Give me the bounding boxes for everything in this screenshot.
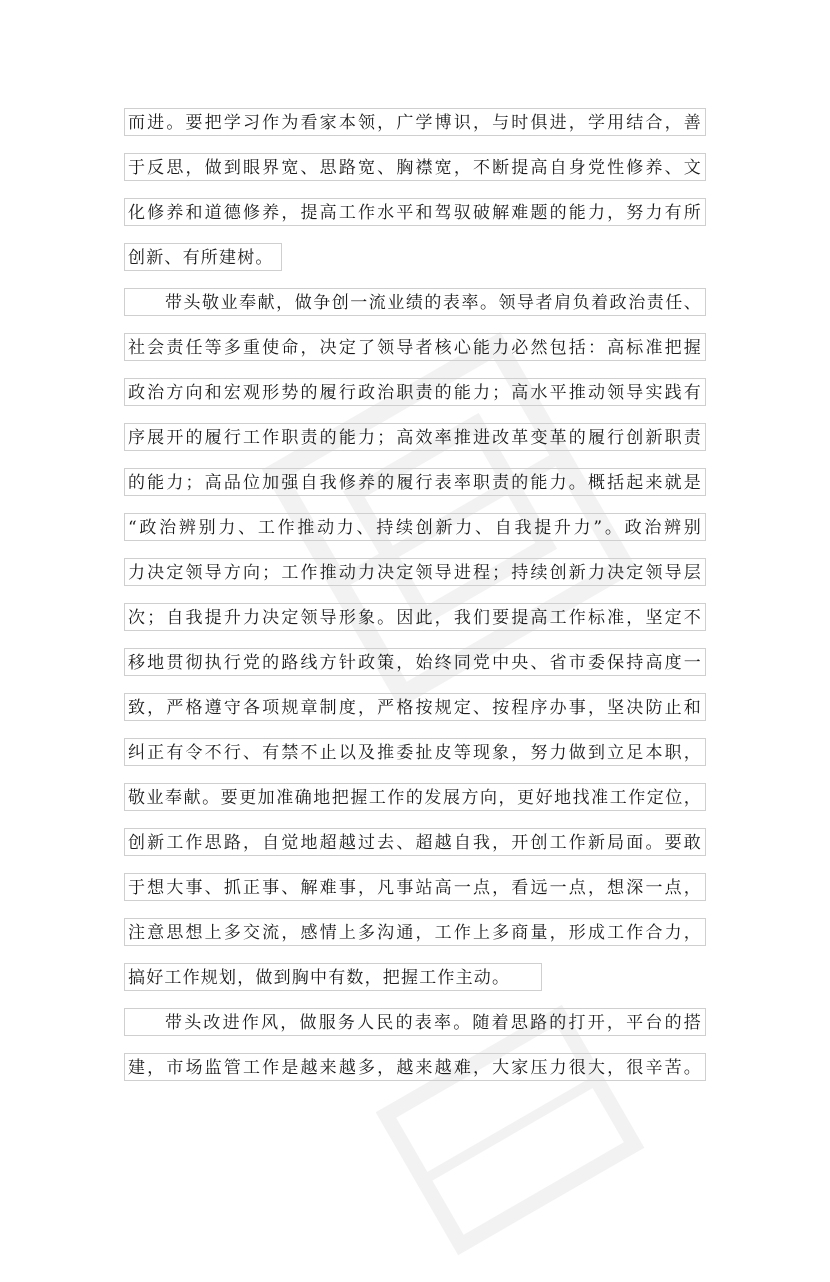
text-line: 力决定领导方向；工作推动力决定领导进程；持续创新力决定领导层 (124, 558, 706, 586)
text-line: 致，严格遵守各项规章制度，严格按规定、按程序办事，坚决防止和 (124, 693, 706, 721)
text-line: 敬业奉献。要更加准确地把握工作的发展方向，更好地找准工作定位， (124, 783, 706, 811)
text-line: 注意思想上多交流，感情上多沟通，工作上多商量，形成工作合力， (124, 918, 706, 946)
text-line: 而进。要把学习作为看家本领，广学博识，与时俱进，学用结合，善 (124, 108, 706, 136)
text-line: 创新、有所建树。 (124, 243, 282, 271)
text-line: “政治辨别力、工作推动力、持续创新力、自我提升力”。政治辨别 (124, 513, 706, 541)
text-line: 政治方向和宏观形势的履行政治职责的能力；高水平推动领导实践有 (124, 378, 706, 406)
text-line: 建，市场监管工作是越来越多，越来越难，大家压力很大，很辛苦。 (124, 1053, 706, 1081)
text-line: 纠正有令不行、有禁不止以及推委扯皮等现象，努力做到立足本职， (124, 738, 706, 766)
text-line: 于反思，做到眼界宽、思路宽、胸襟宽，不断提高自身党性修养、文 (124, 153, 706, 181)
text-line: 次；自我提升力决定领导形象。因此，我们要提高工作标准，坚定不 (124, 603, 706, 631)
text-line: 搞好工作规划，做到胸中有数，把握工作主动。 (124, 963, 542, 991)
text-line: 社会责任等多重使命，决定了领导者核心能力必然包括：高标准把握 (124, 333, 706, 361)
text-line: 序展开的履行工作职责的能力；高效率推进改革变革的履行创新职责 (124, 423, 706, 451)
text-line: 的能力；高品位加强自我修养的履行表率职责的能力。概括起来就是 (124, 468, 706, 496)
text-line: 于想大事、抓正事、解难事，凡事站高一点，看远一点，想深一点， (124, 873, 706, 901)
paragraph-first-line: 带头敬业奉献，做争创一流业绩的表率。领导者肩负着政治责任、 (124, 288, 706, 316)
text-line: 化修养和道德修养，提高工作水平和驾驭破解难题的能力，努力有所 (124, 198, 706, 226)
text-line: 移地贯彻执行党的路线方针政策，始终同党中央、省市委保持高度一 (124, 648, 706, 676)
paragraph-first-line: 带头改进作风，做服务人民的表率。随着思路的打开，平台的搭 (124, 1008, 706, 1036)
text-line: 创新工作思路，自觉地超越过去、超越自我，开创工作新局面。要敢 (124, 828, 706, 856)
